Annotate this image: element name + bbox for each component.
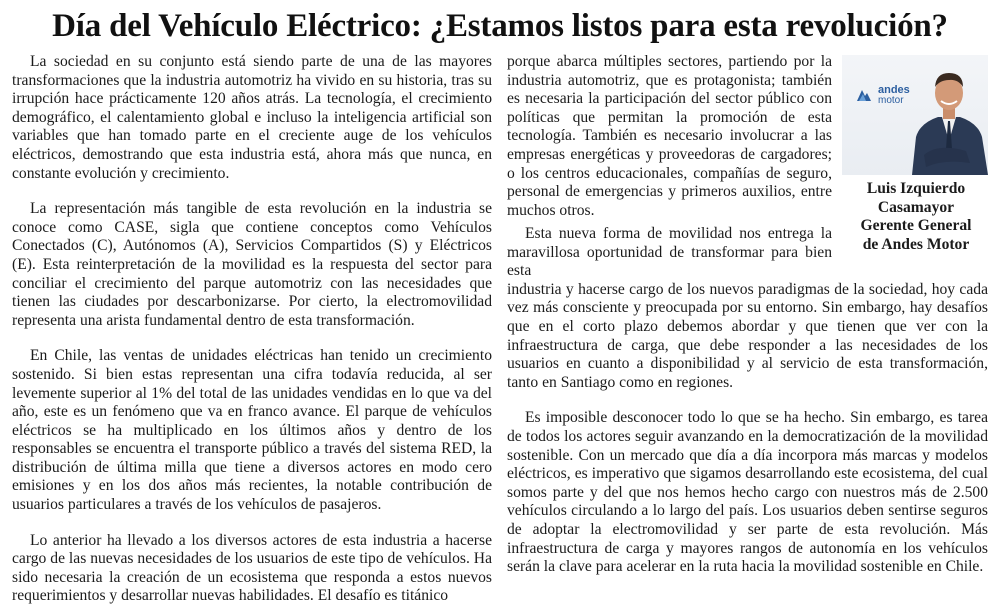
caption-role-line2: de Andes Motor [862, 235, 970, 253]
paragraph: La representación más tangible de esta revolución en la industria se conoce como CASE, sigla que contiene conceptos como Vehículos Conectados (C), Autónomos (A), Servicios Compartidos (S) y Eléctricos (E). Esta reinterpretación de la movilidad es la respuesta del sector para conciliar el crecimiento del parque automotriz con las necesidades que tienen las ciudades por descarbonizarse. Por cierto, la electromovilidad representa una arista fundamental dentro de esta transformación. [12, 200, 492, 329]
paragraph: En Chile, las ventas de unidades eléctricas han tenido un crecimiento sostenido. Si bien estas representan una cifra todavía reducida, al ser levemente superior al 1% del total de las unidades vendidas en lo que va del año, este es un fenómeno que va en franco avance. El parque de vehículos eléctricos se ha multiplicado en los últimos años y dentro de los responsables se encuentra el transporte público a través del sistema RED, la distribución de última milla que tiene a diversos actores en modo cero emisiones y en los dos años más recientes, la notable contribución de usuarios particulares a través de los vehículos de pasajeros. [12, 347, 492, 514]
paragraph: Es imposible desconocer todo lo que se ha hecho. Sin embargo, es tarea de todos los actores seguir avanzando en la democratización de la movilidad sostenible. Con un mercado que día a día incorpora más marcas y modelos eléctricos, es imperativo que sigamos desarrollando este ecosistema, del cual somos parte y del que nos hemos hecho cargo con nuestros más de 2.500 vehículos circulando a lo largo del país. Los usuarios deben sentirse seguros de adoptar la electromovilidad y ser parte de esta revolución. Más infraestructura de carga y mayores rangos de autonomía en los vehículos serán la clave para acelerar en la ruta hacia la movilidad sostenible en Chile. [507, 409, 988, 576]
person-portrait [908, 59, 988, 175]
left-column [12, 53, 492, 606]
logo-subtext: motor [878, 95, 904, 106]
paragraph: La sociedad en su conjunto está siendo parte de una de las mayores transformaciones que la industria automotriz ha vivido en su historia, tras su irrupción hace prácticamente 120 años atrás. La tecnología, el crecimiento demográfico, el calentamiento global e incluso la inteligencia artificial son variables que han tomado parte en el creciente auge de los vehículos eléctricos, demostrando que esta industria está, ahora más que nunca, en constante evolución y crecimiento. [12, 53, 492, 182]
paragraph-rest: industria y hacerse cargo de los nuevos paradigmas de la sociedad, hoy cada vez más consciente y preocupada por su entorno. Sin embargo, hay desafíos que en el corto plazo debemos abordar y que tienen que ver con la infraestructura de carga, que debe responder a las necesidades de los usuarios en cuanto a disponibilidad y al servicio de esta transformación, tanto en Santiago como en regiones. [507, 280, 988, 391]
executive-photo [842, 55, 988, 175]
article-headline: Día del Vehículo Eléctrico: ¿Estamos listos para esta revolución? [52, 8, 948, 44]
paragraph: Lo anterior ha llevado a los diversos actores de esta industria a hacerse cargo de las nuevas necesidades de los usuarios de este tipo de vehículos. Ha sido necesaria la creación de un ecosistema que responda a estos nuevos requerimientos y desarrollar nuevas habilidades. El desafío es titánico [12, 531, 492, 605]
right-column-top [507, 53, 832, 220]
caption-name-line2: Casamayor [877, 198, 955, 216]
paragraph: porque abarca múltiples sectores, partiendo por la industria automotriz, que es protagonista; también es necesaria la participación del sector público con políticas que permitan la promoción de esta tecnología. También es necesario involucrar a las empresas energéticas y proveedoras de cargadores; o los centros educacionales, compañías de seguro, personal de emergencias y primeros auxilios, entre muchos otros. [507, 53, 832, 219]
caption-role-line1: Gerente General [860, 217, 972, 235]
right-column-bottom [507, 225, 988, 577]
paragraph-start: Esta nueva forma de movilidad nos entrega la maravillosa oportunidad de transformar para bien esta [507, 225, 832, 280]
photo-caption [842, 180, 990, 254]
logo-mark-icon [856, 87, 872, 103]
caption-name-line1: Luis Izquierdo [866, 180, 966, 197]
logo-text: andes [878, 84, 910, 96]
